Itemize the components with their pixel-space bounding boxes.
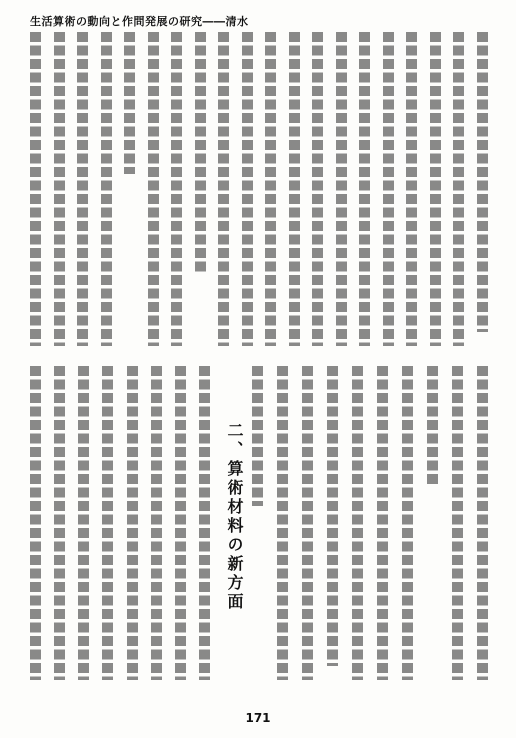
text-line <box>383 32 394 346</box>
text-line <box>477 32 488 332</box>
text-line <box>302 366 313 680</box>
text-line <box>77 32 88 346</box>
text-line <box>148 32 159 346</box>
text-line <box>452 366 463 680</box>
text-line <box>477 366 488 680</box>
text-line <box>175 366 186 680</box>
lower-right-text-block <box>252 366 488 680</box>
text-line <box>427 366 438 486</box>
text-line <box>195 32 206 274</box>
text-line <box>54 366 65 680</box>
text-line <box>336 32 347 346</box>
text-line <box>430 32 441 346</box>
text-line <box>124 32 135 174</box>
text-line <box>151 366 162 680</box>
text-line <box>453 32 464 346</box>
text-line <box>30 366 41 680</box>
text-line <box>171 32 182 346</box>
text-line <box>359 32 370 346</box>
text-line <box>54 32 65 346</box>
text-line <box>402 366 413 680</box>
section-heading: 二、算術材料の新方面 <box>225 422 244 612</box>
text-line <box>199 366 210 680</box>
text-line <box>377 366 388 680</box>
text-line <box>289 32 300 346</box>
text-line <box>277 366 288 680</box>
text-line <box>242 32 253 346</box>
lower-left-text-block <box>30 366 210 680</box>
text-line <box>78 366 89 680</box>
upper-text-block <box>30 32 488 346</box>
text-line <box>312 32 323 346</box>
text-line <box>127 366 138 680</box>
text-line <box>406 32 417 346</box>
text-line <box>265 32 276 346</box>
text-line <box>252 366 263 506</box>
text-line <box>327 366 338 666</box>
running-header: 生活算術の動向と作問発展の研究――清水 <box>30 15 249 28</box>
text-line <box>101 32 112 346</box>
page-number: 171 <box>245 711 271 725</box>
text-line <box>218 32 229 346</box>
text-line <box>352 366 363 680</box>
text-line <box>102 366 113 680</box>
text-line <box>30 32 41 346</box>
